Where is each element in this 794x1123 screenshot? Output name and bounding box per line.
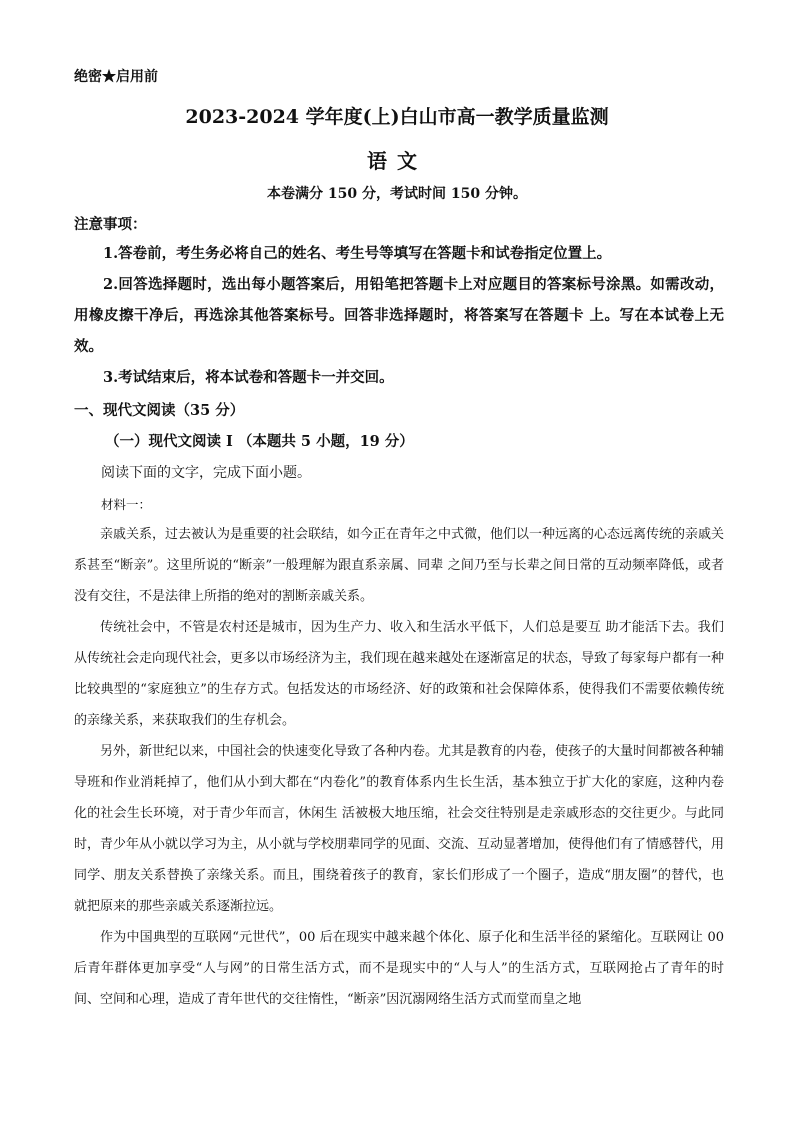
reading-instruction: 阅读下面的文字，完成下面小题。: [101, 465, 311, 481]
notice-heading: 注意事项：: [74, 216, 147, 233]
paragraph-1: 亲戚关系，过去被认为是重要的社会联结，如今正在青年之中式微，他们以一种远离的心态远离传统的亲戚关系甚至“断亲”。这里所说的“断亲”一般理解为跟直系亲属、同辈 之间乃至与长辈之间日常的互动频率降低，或者没有交往，不是法律上所指的绝对的割断亲戚关系。: [74, 527, 725, 604]
paragraph-4: 作为中国典型的互联网“元世代”，00 后在现实中越来越个体化、原子化和生活半径的紧缩化。互联网让 00 后青年群体更加享受“人与网”的日常生活方式，而不是现实中的“人与人”的生活方式，互联网抢占了青年的时间、空间和心理，造成了青年世代的交往惰性，“断亲”因沉溺网络生活方式而堂而皇之地: [74, 930, 724, 1007]
subsection-heading: （一）现代文阅读 I （本题共 5 小题，19 分）: [105, 433, 414, 450]
paragraph-2: 传统社会中，不管是农村还是城市，因为生产力、收入和生活水平低下，人们总是要互 助才能活下去。我们从传统社会走向现代社会，更多以市场经济为主，我们现在越来越处在逐渐富足的状态，导致了每家每户都有一种比较典型的“家庭独立”的生存方式。包括发达的市场经济、好的政策和社会保障体系，使得我们不需要依赖传统的亲缘关系，来获取我们的生存机会。: [74, 620, 725, 728]
score-time: 本卷满分 150 分，考试时间 150 分钟。: [267, 186, 527, 202]
exam-title: 2023-2024 学年度(上)白山市高一教学质量监测: [185, 106, 609, 128]
notice-item-3: 3.考试结束后，将本试卷和答题卡一并交回。: [103, 369, 394, 386]
secret-mark: 绝密★启用前: [74, 69, 158, 85]
paragraph-3: 另外，新世纪以来，中国社会的快速变化导致了各种内卷。尤其是教育的内卷，使孩子的大量时间都被各种辅导班和作业消耗掉了，他们从小到大都在“内卷化”的教育体系内生长生活，基本独立于扩大化的家庭，这种内卷化的社会生长环境，对于青少年而言，休闲生 活被极大地压缩，社会交往特别是走亲戚形态的交往更少。与此同时，青少年从小就以学习为主，从小就与学校朋辈同学的见面、交流、互动显著增加，使得他们有了情感替代，用同学、朋友关系替换了亲缘关系。而且，围绕着孩子的教育，家长们形成了一个圈子，造成“朋友圈”的替代，也就把原来的那些亲戚关系逐渐拉远。: [74, 744, 725, 914]
material-label: 材料一：: [101, 497, 152, 512]
notice-item-2: 2.回答选择题时，选出每小题答案后，用铅笔把答题卡上对应题目的答案标号涂黑。如需改动，用橡皮擦干净后，再选涂其他答案标号。回答非选择题时，将答案写在答题卡 上。写在本试卷上无效。: [74, 276, 724, 355]
section-heading: 一、现代文阅读（35 分）: [74, 402, 245, 419]
subject-title: 语文: [367, 149, 427, 173]
notice-item-1: 1.答卷前，考生务必将自己的姓名、考生号等填写在答题卡和试卷指定位置上。: [103, 245, 612, 262]
